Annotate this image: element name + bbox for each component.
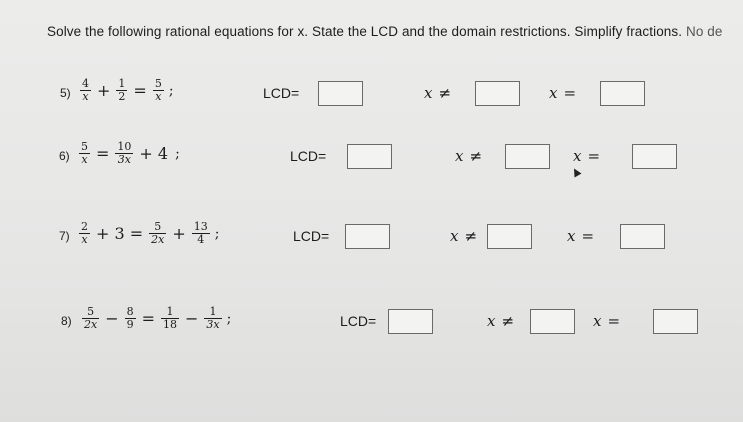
solution-answer-box[interactable] xyxy=(620,224,665,249)
separator: ; xyxy=(214,225,220,242)
denominator: 2x xyxy=(151,233,165,246)
lcd-label: LCD= xyxy=(263,85,300,101)
equals-sign: = xyxy=(581,227,595,245)
restriction-expression xyxy=(455,147,482,165)
restriction-answer-box[interactable] xyxy=(530,309,575,334)
problem-number: 7) xyxy=(59,229,70,243)
operator: − xyxy=(105,309,119,328)
instructions-cut-off: No de xyxy=(685,24,723,39)
fraction xyxy=(204,306,221,331)
not-equal-sign: ≠ xyxy=(438,84,452,102)
equals-sign: = xyxy=(587,147,601,165)
denominator: 2x xyxy=(84,318,98,331)
solution-expression xyxy=(549,84,576,102)
problem-number: 5) xyxy=(60,86,71,100)
denominator: x xyxy=(155,90,162,103)
solution-expression xyxy=(573,147,600,165)
fraction xyxy=(79,221,90,246)
lcd-answer-box[interactable] xyxy=(347,144,392,169)
lcd-answer-box[interactable] xyxy=(345,224,390,249)
separator: ; xyxy=(168,82,174,99)
problem-number: 8) xyxy=(61,314,72,328)
restriction-expression xyxy=(487,312,514,330)
solution-variable: x xyxy=(573,147,582,165)
numerator: 1 xyxy=(209,305,217,318)
separator: ; xyxy=(226,310,232,327)
equals-sign: = xyxy=(563,84,577,102)
denominator: x xyxy=(81,233,88,246)
equation xyxy=(77,221,220,246)
mouse-cursor-icon xyxy=(571,167,582,178)
restriction-variable: x xyxy=(487,312,496,330)
separator: ; xyxy=(175,145,180,162)
not-equal-sign: ≠ xyxy=(501,312,515,330)
denominator: x xyxy=(81,153,88,166)
fraction xyxy=(149,221,166,246)
equation xyxy=(80,306,231,331)
equation xyxy=(77,141,180,166)
denominator: 2 xyxy=(118,90,126,103)
numerator: 2 xyxy=(81,220,88,233)
denominator: 9 xyxy=(126,318,134,331)
fraction xyxy=(115,141,133,166)
fraction xyxy=(161,306,179,331)
solution-variable: x xyxy=(567,227,576,245)
restriction-answer-box[interactable] xyxy=(487,224,532,249)
restriction-variable: x xyxy=(424,84,433,102)
lcd-label: LCD= xyxy=(293,228,330,244)
solution-variable: x xyxy=(549,84,558,102)
solution-answer-box[interactable] xyxy=(600,81,645,106)
operator: + 3 = xyxy=(96,224,144,243)
restriction-expression xyxy=(424,84,451,102)
equation xyxy=(78,78,174,103)
numerator: 5 xyxy=(154,220,162,233)
solution-answer-box[interactable] xyxy=(653,309,698,334)
operator: + xyxy=(172,224,186,243)
fraction xyxy=(125,306,136,331)
denominator: 3x xyxy=(206,318,220,331)
operator: − xyxy=(185,309,199,328)
fraction xyxy=(116,78,127,103)
numerator: 8 xyxy=(126,305,134,318)
problem-number: 6) xyxy=(59,149,70,163)
numerator: 13 xyxy=(193,220,208,233)
operator: = xyxy=(96,144,110,163)
denominator: 3x xyxy=(117,153,131,166)
operator: + xyxy=(97,81,111,100)
lcd-label: LCD= xyxy=(340,313,377,329)
numerator: 1 xyxy=(166,305,174,318)
solution-variable: x xyxy=(593,312,602,330)
numerator: 5 xyxy=(154,77,162,90)
lcd-answer-box[interactable] xyxy=(318,81,363,106)
numerator: 4 xyxy=(82,77,89,90)
numerator: 1 xyxy=(118,77,126,90)
denominator: x xyxy=(82,90,89,103)
fraction xyxy=(79,141,90,166)
numerator: 5 xyxy=(87,305,95,318)
restriction-expression xyxy=(450,227,477,245)
fraction xyxy=(153,78,164,103)
operator: + 4 xyxy=(139,144,169,163)
lcd-answer-box[interactable] xyxy=(388,309,433,334)
numerator: 10 xyxy=(117,140,132,153)
instructions-text xyxy=(47,24,743,39)
restriction-answer-box[interactable] xyxy=(505,144,550,169)
restriction-answer-box[interactable] xyxy=(475,81,520,106)
restriction-variable: x xyxy=(455,147,464,165)
denominator: 18 xyxy=(163,318,178,331)
instructions-main: Solve the following rational equations for x. State the LCD and the domain restrictions. Simplify fractions. xyxy=(47,24,683,39)
numerator: 5 xyxy=(81,140,88,153)
not-equal-sign: ≠ xyxy=(464,227,478,245)
solution-answer-box[interactable] xyxy=(632,144,677,169)
operator: = xyxy=(141,309,156,328)
fraction xyxy=(80,78,91,103)
equals-sign: = xyxy=(607,312,621,330)
not-equal-sign: ≠ xyxy=(469,147,483,165)
fraction xyxy=(82,306,99,331)
solution-expression xyxy=(567,227,594,245)
fraction xyxy=(192,221,210,246)
denominator: 4 xyxy=(197,233,205,246)
restriction-variable: x xyxy=(450,227,459,245)
solution-expression xyxy=(593,312,620,330)
lcd-label: LCD= xyxy=(290,148,327,164)
operator: = xyxy=(133,81,147,100)
